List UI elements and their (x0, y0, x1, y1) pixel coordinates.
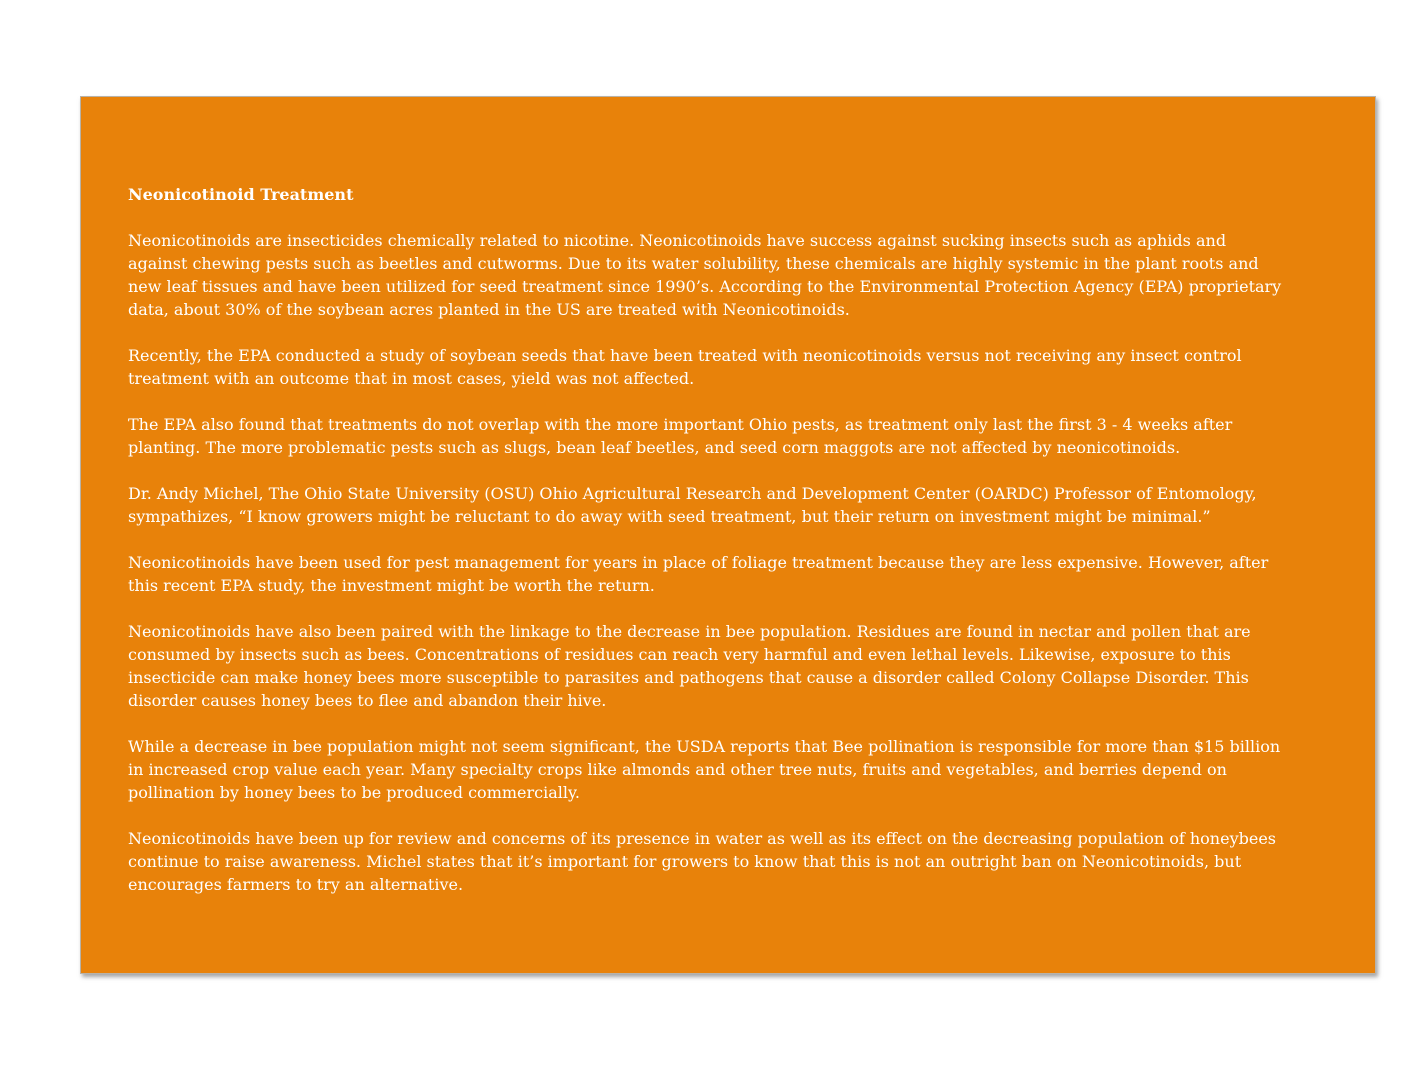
article-paragraph-2: Recently, the EPA conducted a study of soybean seeds that have been treated with neonicotinoids versus not receiving any insect control treatment with an outcome that in most cases, yield was not affected. (128, 346, 1242, 388)
article-paragraph-6: Neonicotinoids have also been paired with the linkage to the decrease in bee population. Residues are found in nectar and pollen that are consumed by insects such as bees. Concentrations of residues can reach very harmful and even lethal levels. Likewise, exposure to this insecticide can make honey bees more susceptible to parasites and pathogens that cause a disorder called Colony Collapse Disorder. This disorder causes honey bees to flee and abandon their hive. (128, 622, 1251, 710)
article-title: Neonicotinoid Treatment (128, 185, 354, 204)
article-paragraph-3: The EPA also found that treatments do not overlap with the more important Ohio pests, as treatment only last the first 3 - 4 weeks after planting. The more problematic pests such as slugs, bean leaf beetles, and seed corn maggots are not affected by neonicotinoids. (128, 415, 1233, 457)
article-paragraph-4: Dr. Andy Michel, The Ohio State University (OSU) Ohio Agricultural Research and Development Center (OARDC) Professor of Entomology, sympathizes, “I know growers might be reluctant to do away with seed treatment, but their return on investment might be minimal.” (128, 484, 1257, 526)
article-panel (80, 96, 1376, 974)
article-paragraph-5: Neonicotinoids have been used for pest management for years in place of foliage treatment because they are less expensive. However, after this recent EPA study, the investment might be worth the return. (128, 553, 1269, 595)
article-content (128, 183, 1288, 919)
article-paragraph-7: While a decrease in bee population might not seem significant, the USDA reports that Bee pollination is responsible for more than $15 billion in increased crop value each year. Many specialty crops like almonds and other tree nuts, fruits and vegetables, and berries depend on pollination by honey bees to be produced commercially. (128, 737, 1281, 802)
article-paragraph-8: Neonicotinoids have been up for review and concerns of its presence in water as well as its effect on the decreasing population of honeybees continue to raise awareness. Michel states that it’s important for growers to know that this is not an outright ban on Neonicotinoids, but encourages farmers to try an alternative. (128, 829, 1276, 894)
article-paragraph-1: Neonicotinoids are insecticides chemically related to nicotine. Neonicotinoids have success against sucking insects such as aphids and against chewing pests such as beetles and cutworms. Due to its water solubility, these chemicals are highly systemic in the plant roots and new leaf tissues and have been utilized for seed treatment since 1990’s. According to the Environmental Protection Agency (EPA) proprietary data, about 30% of the soybean acres planted in the US are treated with Neonicotinoids. (128, 231, 1282, 319)
